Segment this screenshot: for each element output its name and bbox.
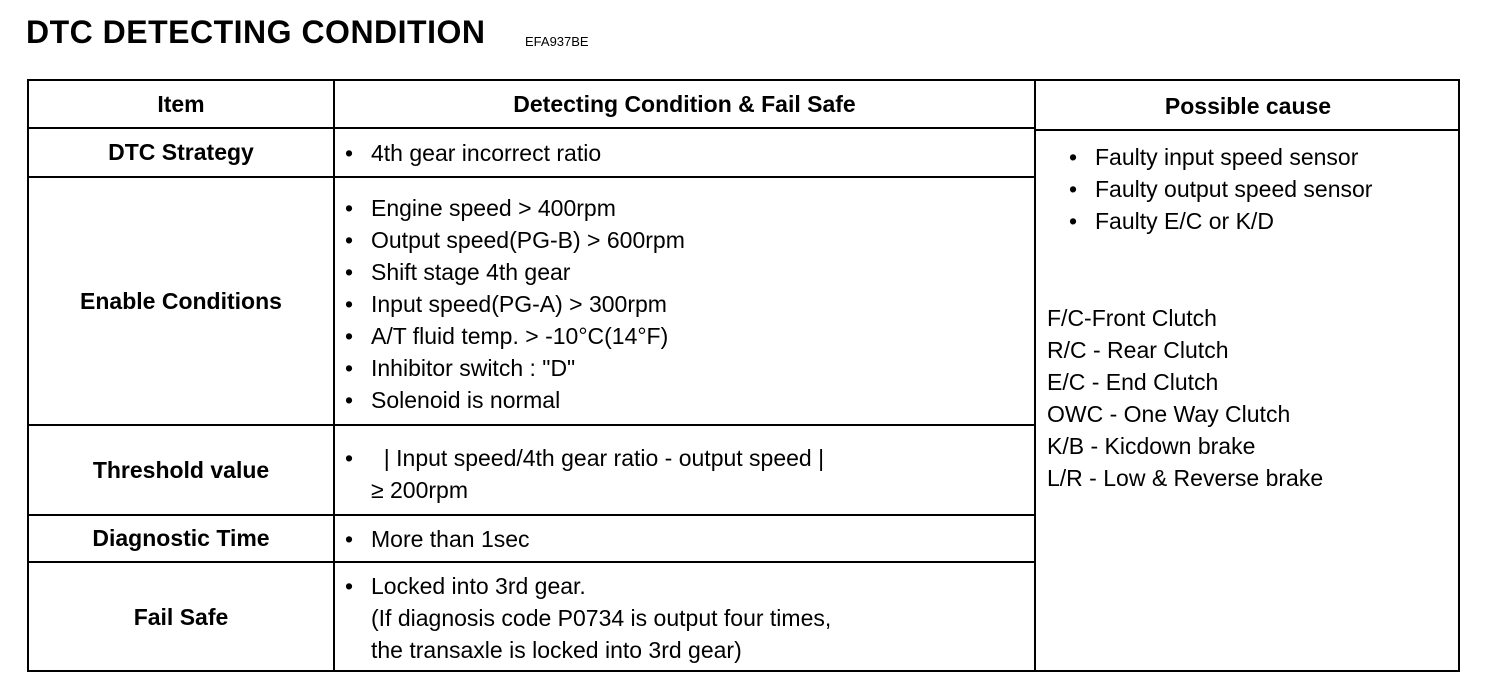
row-label-dtc-strategy: DTC Strategy [108, 139, 254, 165]
cause-item: • Faulty E/C or K/D [1067, 205, 1457, 237]
bullet-item: • Input speed(PG-A) > 300rpm [343, 288, 1023, 320]
abbreviation-item: L/R - Low & Reverse brake [1047, 465, 1324, 491]
dtc-condition-table [27, 79, 1460, 672]
header-possible-cause: Possible cause [1164, 92, 1332, 119]
abbreviation-item: E/C - End Clutch [1047, 369, 1219, 395]
bullet-item: • More than 1sec [343, 523, 1023, 555]
document-code: EFA937BE [525, 34, 589, 49]
bullet-item: • Shift stage 4th gear [343, 256, 1023, 288]
continuation-line: ≥ 200rpm [371, 477, 468, 503]
row-label-enable-conditions: Enable Conditions [80, 287, 282, 314]
bullet-item: • A/T fluid temp. > -10°C(14°F) [343, 320, 1023, 352]
abbreviation-item: F/C-Front Clutch [1047, 305, 1217, 331]
bullet-item: • Output speed(PG-B) > 600rpm [343, 224, 1023, 256]
row-divider [1034, 129, 1460, 131]
row-content-threshold-value [343, 442, 1023, 506]
abbreviation-item: K/B - Kicdown brake [1047, 433, 1256, 459]
row-label-threshold-value: Threshold value [92, 456, 270, 483]
row-label-diagnostic-time: Diagnostic Time [92, 525, 270, 551]
bullet-item: • Inhibitor switch : "D" [343, 352, 1023, 384]
bullet-item: • Engine speed > 400rpm [343, 192, 1023, 224]
abbreviation-item: R/C - Rear Clutch [1047, 337, 1229, 363]
cause-item: • Faulty input speed sensor [1067, 141, 1457, 173]
cause-item: • Faulty output speed sensor [1067, 173, 1457, 205]
bullet-item: • Solenoid is normal [343, 384, 1023, 416]
column-divider [1034, 81, 1036, 670]
continuation-line: the transaxle is locked into 3rd gear) [371, 637, 742, 663]
row-content-fail-safe [343, 570, 1023, 666]
abbreviation-item: OWC - One Way Clutch [1047, 401, 1291, 427]
bullet-item: • | Input speed/4th gear ratio - output speed | [343, 442, 1023, 474]
row-content-enable-conditions [343, 192, 1023, 416]
continuation-line: (If diagnosis code P0734 is output four times, [371, 605, 832, 631]
row-content-dtc-strategy [343, 137, 1023, 169]
possible-cause-list [1039, 141, 1457, 237]
header-condition: Detecting Condition & Fail Safe [513, 90, 856, 117]
row-content-diagnostic-time [343, 523, 1023, 555]
bullet-item: • Locked into 3rd gear. [343, 570, 1023, 602]
header-item: Item [157, 90, 205, 117]
page-title: DTC DETECTING CONDITION [26, 14, 486, 50]
abbreviation-list [1047, 302, 1457, 494]
bullet-item: • 4th gear incorrect ratio [343, 137, 1023, 169]
column-divider [333, 81, 335, 670]
row-label-fail-safe: Fail Safe [133, 604, 229, 630]
